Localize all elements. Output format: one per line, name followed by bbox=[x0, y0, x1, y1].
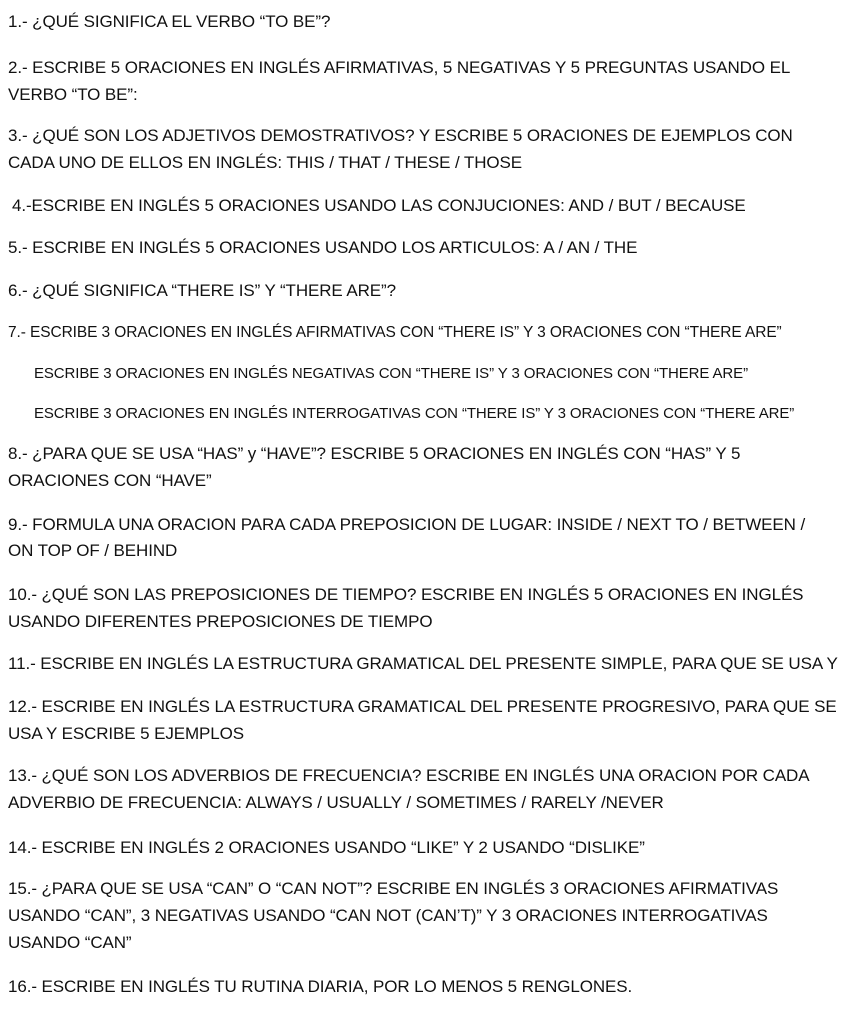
question-10-line-2: USANDO DIFERENTES PREPOSICIONES DE TIEMPO bbox=[8, 612, 433, 631]
question-7-line-2: ESCRIBE 3 ORACIONES EN INGLÉS NEGATIVAS CON “THERE IS” Y 3 ORACIONES CON “THERE ARE” bbox=[34, 365, 748, 382]
question-5-line-1: 5.- ESCRIBE EN INGLÉS 5 ORACIONES USANDO LOS ARTICULOS: A / AN / THE bbox=[8, 238, 638, 257]
question-7-line-1: 7.- ESCRIBE 3 ORACIONES EN INGLÉS AFIRMATIVAS CON “THERE IS” Y 3 ORACIONES CON “THERE ARE” bbox=[8, 324, 782, 341]
question-1-line-1: 1.- ¿QUÉ SIGNIFICA EL VERBO “TO BE”? bbox=[8, 12, 331, 31]
question-13-line-1: 13.- ¿QUÉ SON LOS ADVERBIOS DE FRECUENCIA? ESCRIBE EN INGLÉS UNA ORACION POR CADA bbox=[8, 766, 810, 785]
question-15-line-3: USANDO “CAN” bbox=[8, 933, 132, 952]
question-9-line-1: 9.- FORMULA UNA ORACION PARA CADA PREPOSICION DE LUGAR: INSIDE / NEXT TO / BETWEEN / bbox=[8, 515, 806, 534]
question-7-line-3: ESCRIBE 3 ORACIONES EN INGLÉS INTERROGATIVAS CON “THERE IS” Y 3 ORACIONES CON “THERE ARE” bbox=[34, 405, 795, 422]
question-12-line-1: 12.- ESCRIBE EN INGLÉS LA ESTRUCTURA GRAMATICAL DEL PRESENTE PROGRESIVO, PARA QUE SE bbox=[8, 697, 837, 716]
question-3-line-1: 3.- ¿QUÉ SON LOS ADJETIVOS DEMOSTRATIVOS? Y ESCRIBE 5 ORACIONES DE EJEMPLOS CON bbox=[8, 126, 793, 145]
question-8-line-1: 8.- ¿PARA QUE SE USA “HAS” y “HAVE”? ESCRIBE 5 ORACIONES EN INGLÉS CON “HAS” Y 5 bbox=[8, 444, 741, 463]
question-9-line-2: ON TOP OF / BEHIND bbox=[8, 541, 178, 560]
question-3-line-2: CADA UNO DE ELLOS EN INGLÉS: THIS / THAT / THESE / THOSE bbox=[8, 153, 522, 172]
question-2-line-2: VERBO “TO BE”: bbox=[8, 85, 138, 104]
question-13-line-2: ADVERBIO DE FRECUENCIA: ALWAYS / USUALLY / SOMETIMES / RARELY /NEVER bbox=[8, 793, 664, 812]
question-4-line-1: 4.-ESCRIBE EN INGLÉS 5 ORACIONES USANDO LAS CONJUCIONES: AND / BUT / BECAUSE bbox=[12, 196, 746, 215]
question-2-line-1: 2.- ESCRIBE 5 ORACIONES EN INGLÉS AFIRMATIVAS, 5 NEGATIVAS Y 5 PREGUNTAS USANDO EL bbox=[8, 58, 791, 77]
question-11-line-1: 11.- ESCRIBE EN INGLÉS LA ESTRUCTURA GRAMATICAL DEL PRESENTE SIMPLE, PARA QUE SE USA Y bbox=[8, 654, 838, 673]
question-15-line-2: USANDO “CAN”, 3 NEGATIVAS USANDO “CAN NOT (CAN’T)” Y 3 ORACIONES INTERROGATIVAS bbox=[8, 906, 768, 925]
question-6-line-1: 6.- ¿QUÉ SIGNIFICA “THERE IS” Y “THERE ARE”? bbox=[8, 281, 396, 300]
question-10-line-1: 10.- ¿QUÉ SON LAS PREPOSICIONES DE TIEMPO? ESCRIBE EN INGLÉS 5 ORACIONES EN INGLÉS bbox=[8, 585, 804, 604]
question-8-line-2: ORACIONES CON “HAVE” bbox=[8, 471, 212, 490]
question-12-line-2: USA Y ESCRIBE 5 EJEMPLOS bbox=[8, 724, 245, 743]
question-14-line-1: 14.- ESCRIBE EN INGLÉS 2 ORACIONES USANDO “LIKE” Y 2 USANDO “DISLIKE” bbox=[8, 838, 645, 857]
question-16-line-1: 16.- ESCRIBE EN INGLÉS TU RUTINA DIARIA, POR LO MENOS 5 RENGLONES. bbox=[8, 977, 633, 996]
question-15-line-1: 15.- ¿PARA QUE SE USA “CAN” O “CAN NOT”? ESCRIBE EN INGLÉS 3 ORACIONES AFIRMATIVAS bbox=[8, 879, 779, 898]
